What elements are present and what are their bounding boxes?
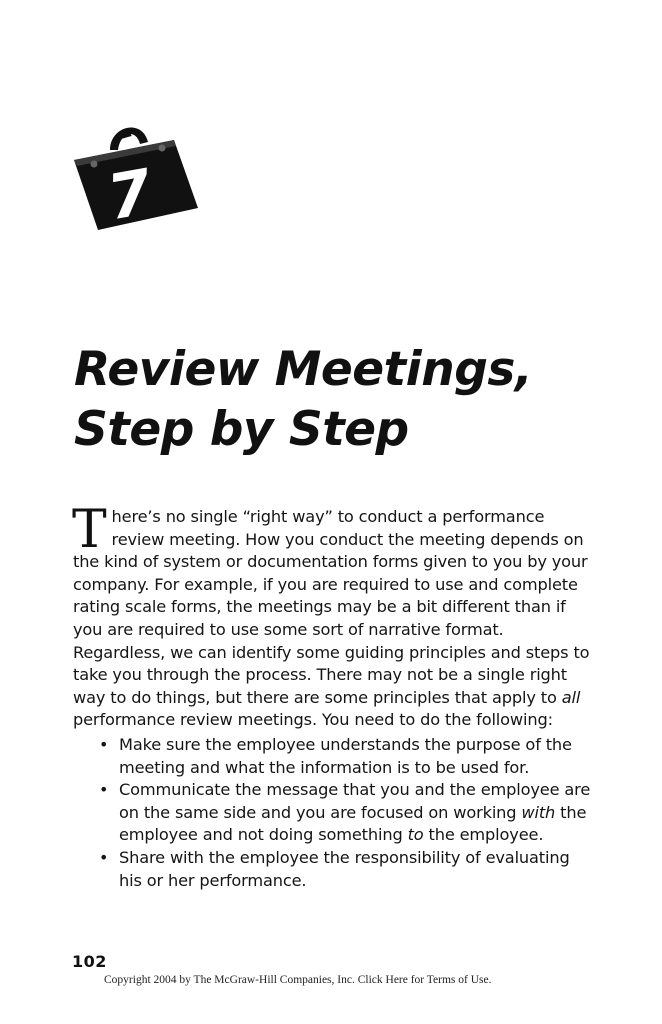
chapter-body <box>72 500 593 892</box>
page-number: 102 <box>72 952 107 971</box>
terms-of-use-link[interactable]: Click Here for Terms of Use. <box>357 974 492 986</box>
drop-cap: T <box>72 500 107 560</box>
briefcase-icon <box>70 116 202 234</box>
list-item <box>119 779 593 847</box>
intro-paragraph <box>72 500 593 732</box>
guidelines-list <box>73 734 593 892</box>
list-item-emphasis: with <box>521 802 556 822</box>
copyright-footer <box>104 974 491 986</box>
chapter-title-line-1: Review Meetings, <box>74 342 533 397</box>
list-item-text: Make sure the employee understands the purpose of the meeting and what the information is to be used for. <box>119 734 572 777</box>
chapter-number: 7 <box>102 154 158 234</box>
list-item <box>119 847 593 892</box>
intro-emphasis: all <box>561 687 581 707</box>
chapter-title <box>74 340 634 460</box>
list-item-text: the employee. <box>423 825 544 845</box>
copyright-text: Copyright 2004 by The McGraw-Hill Companies, Inc. <box>104 974 355 986</box>
chapter-title-line-2: Step by Step <box>74 402 409 457</box>
list-item-text: the employee and not doing something <box>119 802 587 845</box>
list-item <box>119 734 593 779</box>
list-item-text: Share with the employee the responsibility of evaluating his or her performance. <box>119 847 570 890</box>
list-item-text: Communicate the message that you and the employee are on the same side and you are focused on working <box>119 780 591 822</box>
list-item-emphasis: to <box>407 825 424 845</box>
intro-text-tail: performance review meetings. You need to do the following: <box>73 710 553 730</box>
intro-text: here’s no single “right way” to conduct a performance review meeting. How you conduct the meeting depends on the kind of system or documentation forms given to you by your company. For example, if you are required to use and complete rating scale forms, the meetings may be a bit different than if you are required to use some sort of narrative format. Regardless, we can identify some guiding principles and steps to take you through the process. There may not be a single right way to do things, but there are some principles that apply to <box>73 507 590 707</box>
